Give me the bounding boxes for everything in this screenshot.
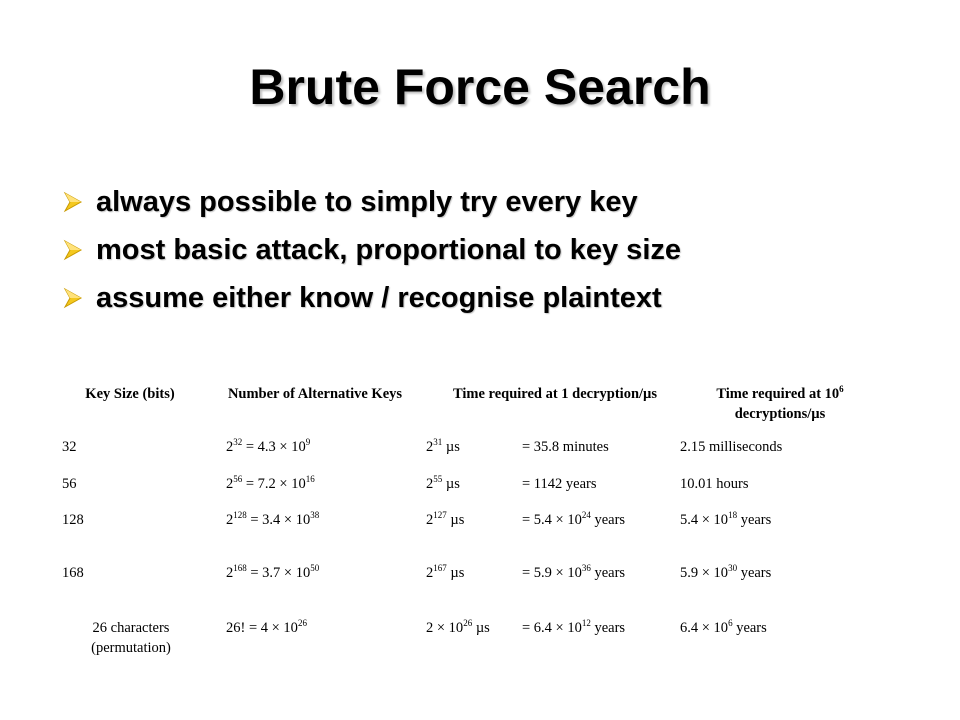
- bullet-text: assume either know / recognise plaintext: [96, 281, 662, 314]
- bullet-list: [62, 178, 681, 322]
- bullet-text: most basic attack, proportional to key size: [96, 233, 681, 266]
- cell-key-size: 168: [62, 565, 84, 581]
- bullet-text: always possible to simply try every key: [96, 185, 638, 218]
- cell-key-size: 26 characters (permutation): [91, 620, 171, 656]
- cell-num-keys: $2^{168} = 3.7 \times 10^{50}$: [226, 563, 320, 581]
- cell-num-keys: $2^{32} = 4.3 \times 10^9$: [226, 437, 311, 455]
- cell-num-keys: $2^{56} = 7.2 \times 10^{16}$: [226, 474, 315, 492]
- header-time-1e6: Time required at $10^6$ decryptions/µs: [716, 384, 844, 422]
- cell-time-1-value: = $5.9 \times 10^{36}$ years: [522, 563, 626, 581]
- cell-time-1e6: 10.01 hours: [680, 476, 749, 492]
- arrow-bullet-icon: [62, 191, 84, 213]
- cell-num-keys: $2^{128} = 3.4 \times 10^{38}$: [226, 510, 320, 528]
- cell-time-1e6: $6.4 \times 10^6$ years: [680, 618, 767, 636]
- cell-key-size: 128: [62, 512, 84, 528]
- cell-key-size: 32: [62, 439, 77, 455]
- cell-time-1-value: = $5.4 \times 10^{24}$ years: [522, 510, 626, 528]
- bullet-item: [62, 274, 681, 322]
- header-key-size: Key Size (bits): [85, 386, 175, 402]
- cell-time-1-power: $2 \times 10^{26}$ µs: [426, 618, 490, 636]
- cell-time-1e6: 2.15 milliseconds: [680, 439, 783, 455]
- header-time-1: Time required at 1 decryption/µs: [452, 386, 658, 402]
- bullet-item: [62, 226, 681, 274]
- arrow-bullet-icon: [62, 287, 84, 309]
- bullet-item: [62, 178, 681, 226]
- cell-time-1e6: $5.4 \times 10^{18}$ years: [680, 510, 772, 528]
- cell-time-1-power: $2^{167}$ µs: [426, 563, 465, 581]
- header-num-keys: Number of Alternative Keys: [227, 386, 403, 402]
- slide-title: Brute Force Search: [249, 59, 711, 115]
- cell-time-1-value: = $6.4 \times 10^{12}$ years: [522, 618, 626, 636]
- cell-time-1e6: $5.9 \times 10^{30}$ years: [680, 563, 772, 581]
- cell-key-size: 56: [62, 476, 77, 492]
- cell-num-keys: 26! = $4 \times 10^{26}$: [226, 618, 307, 636]
- cell-time-1-power: $2^{31}$ µs: [426, 437, 460, 455]
- cell-time-1-value: = 1142 years: [522, 476, 597, 492]
- cell-time-1-power: $2^{127}$ µs: [426, 510, 465, 528]
- cell-time-1-power: $2^{55}$ µs: [426, 474, 460, 492]
- cell-time-1-value: = 35.8 minutes: [522, 439, 609, 455]
- arrow-bullet-icon: [62, 239, 84, 261]
